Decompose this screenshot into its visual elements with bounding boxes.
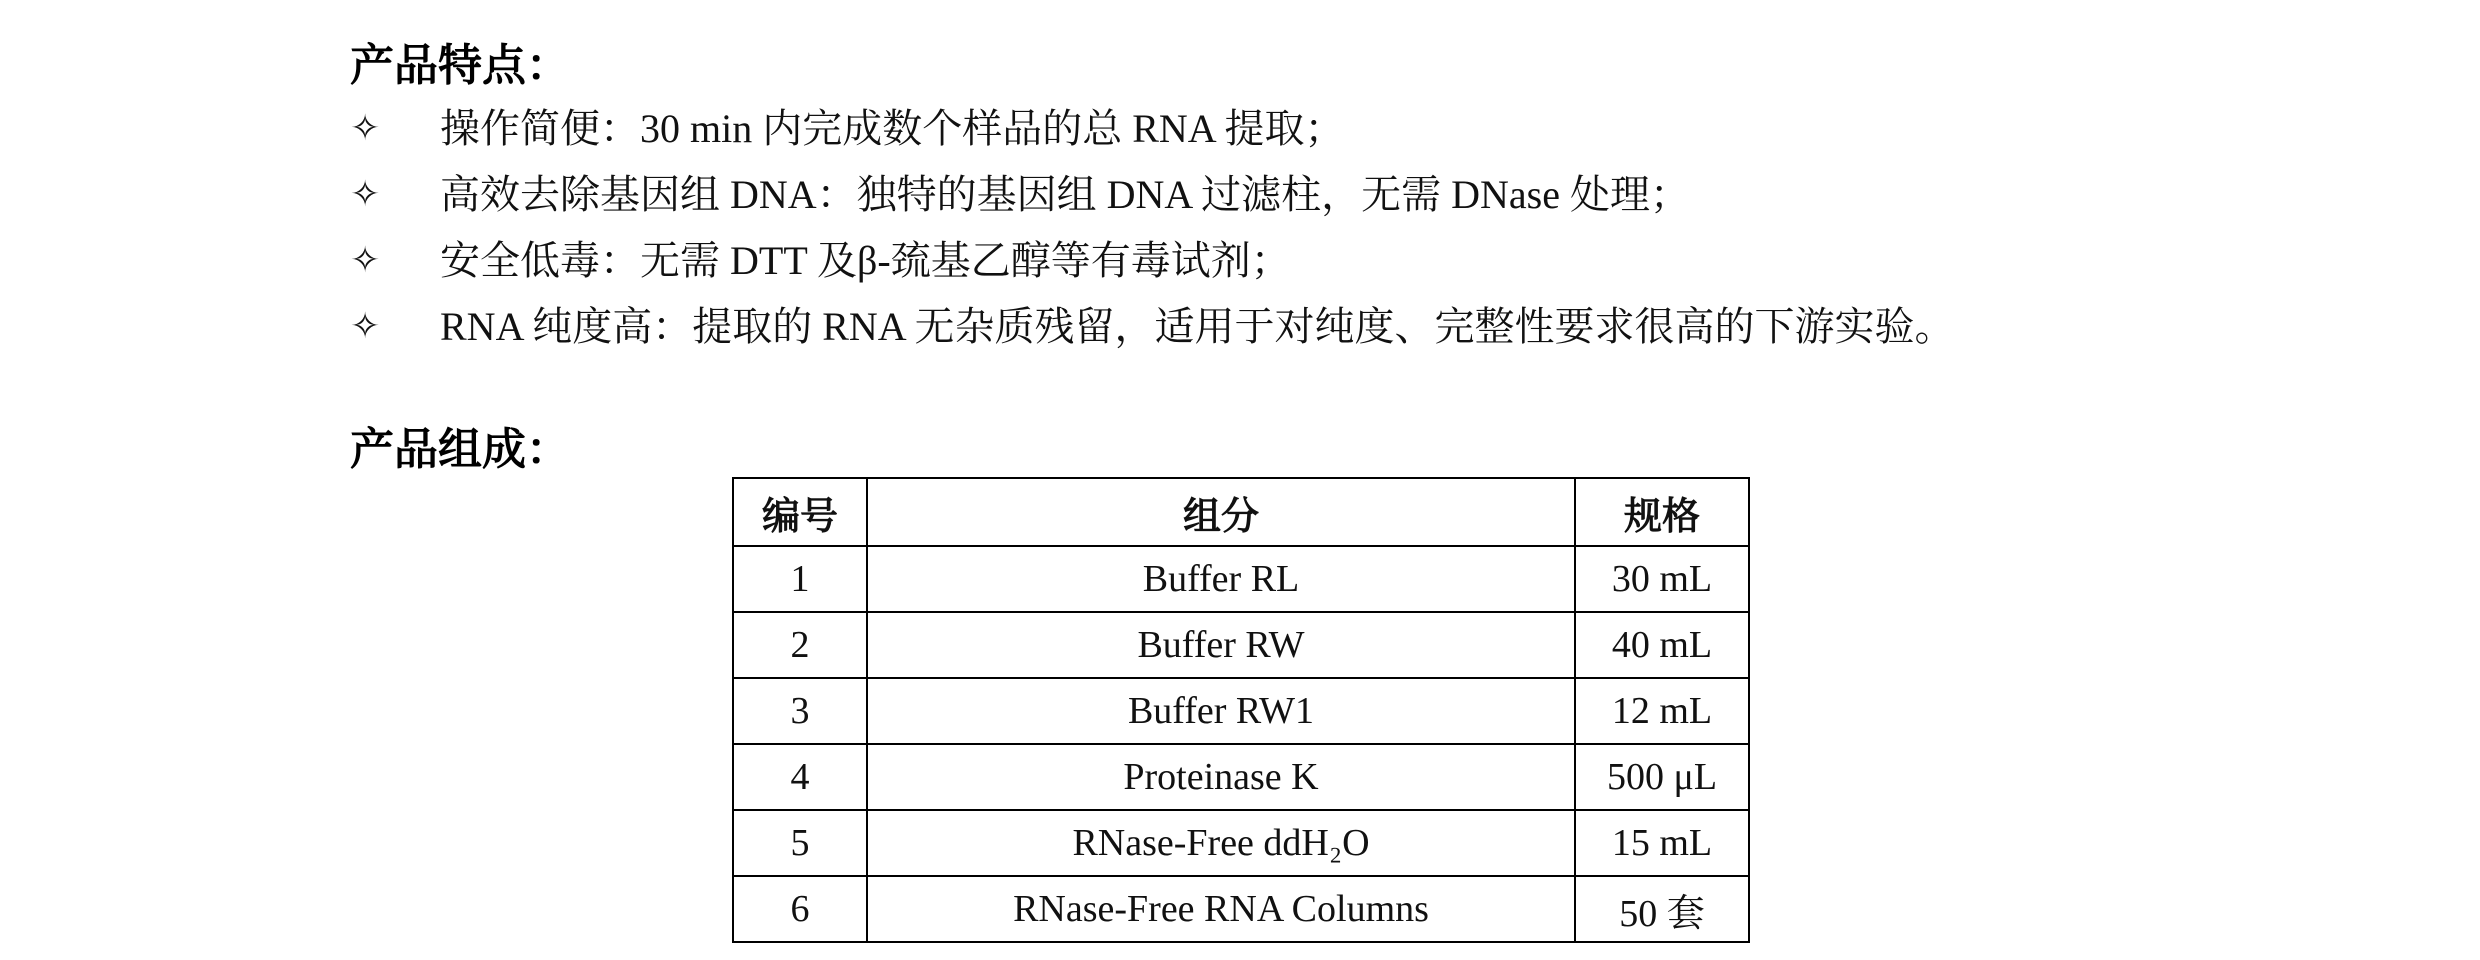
cell-no: 4 bbox=[733, 744, 867, 810]
feature-text: 高效去除基因组 DNA：独特的基因组 DNA 过滤柱，无需 DNase 处理； bbox=[440, 172, 1690, 217]
feature-text: 安全低毒：无需 DTT 及β-巯基乙醇等有毒试剂； bbox=[440, 238, 1291, 283]
cell-no: 1 bbox=[733, 546, 867, 612]
cell-spec: 15 mL bbox=[1575, 810, 1749, 876]
list-item bbox=[350, 294, 1955, 360]
table-row bbox=[733, 678, 1749, 744]
features-title: 产品特点： bbox=[350, 40, 570, 91]
cell-name: Buffer RL bbox=[867, 546, 1575, 612]
cell-name: RNase-Free ddH₂O bbox=[867, 810, 1575, 876]
composition-title: 产品组成： bbox=[350, 424, 570, 475]
diamond-bullet-icon: ✧ bbox=[350, 240, 381, 281]
header-name: 组分 bbox=[867, 478, 1575, 546]
cell-no: 2 bbox=[733, 612, 867, 678]
cell-spec: 12 mL bbox=[1575, 678, 1749, 744]
cell-spec: 500 μL bbox=[1575, 744, 1749, 810]
cell-no: 3 bbox=[733, 678, 867, 744]
diamond-bullet-icon: ✧ bbox=[350, 108, 381, 149]
list-item bbox=[350, 96, 1955, 162]
list-item bbox=[350, 228, 1955, 294]
table-row bbox=[733, 546, 1749, 612]
header-no: 编号 bbox=[733, 478, 867, 546]
table-row bbox=[733, 612, 1749, 678]
feature-text: RNA 纯度高：提取的 RNA 无杂质残留，适用于对纯度、完整性要求很高的下游实验。 bbox=[440, 304, 1955, 349]
cell-name: RNase-Free RNA Columns bbox=[867, 876, 1575, 942]
cell-name: Buffer RW1 bbox=[867, 678, 1575, 744]
diamond-bullet-icon: ✧ bbox=[350, 306, 381, 347]
cell-spec: 30 mL bbox=[1575, 546, 1749, 612]
table-row bbox=[733, 744, 1749, 810]
cell-spec: 50 套 bbox=[1575, 876, 1749, 942]
cell-name: Buffer RW bbox=[867, 612, 1575, 678]
header-spec: 规格 bbox=[1575, 478, 1749, 546]
list-item bbox=[350, 162, 1955, 228]
cell-no: 5 bbox=[733, 810, 867, 876]
cell-name: Proteinase K bbox=[867, 744, 1575, 810]
feature-text: 操作简便：30 min 内完成数个样品的总 RNA 提取； bbox=[440, 106, 1345, 151]
cell-spec: 40 mL bbox=[1575, 612, 1749, 678]
table-header-row bbox=[733, 478, 1749, 546]
cell-no: 6 bbox=[733, 876, 867, 942]
diamond-bullet-icon: ✧ bbox=[350, 174, 381, 215]
table-row bbox=[733, 876, 1749, 942]
composition-table bbox=[732, 477, 1750, 943]
table-row bbox=[733, 810, 1749, 876]
features-list bbox=[350, 96, 1955, 360]
